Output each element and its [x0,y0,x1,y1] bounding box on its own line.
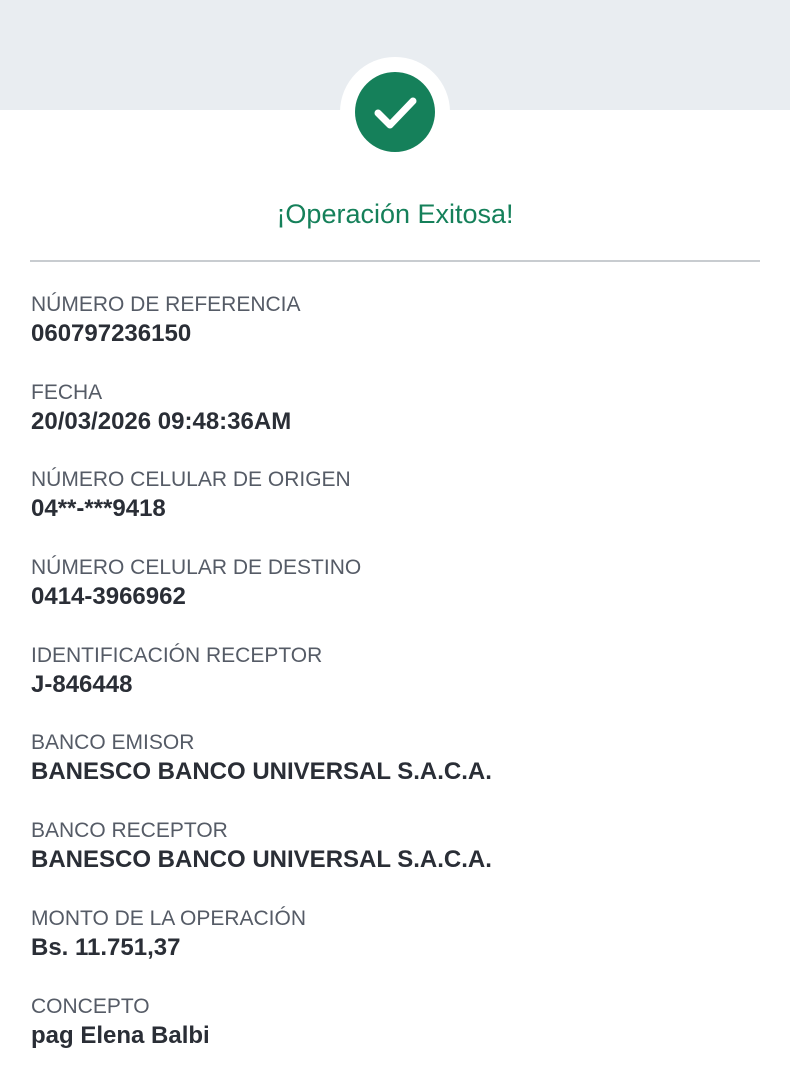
field-label: NÚMERO DE REFERENCIA [31,293,301,316]
field-value: BANESCO BANCO UNIVERSAL S.A.C.A. [31,846,492,874]
field-label: BANCO EMISOR [31,731,195,755]
field-origin-phone [31,466,771,554]
field-date [31,379,771,467]
field-reference-number [31,291,771,379]
field-label: IDENTIFICACIÓN RECEPTOR [31,643,323,667]
field-label: CONCEPTO [31,994,150,1018]
field-label: NÚMERO CELULAR DE DESTINO [31,556,362,580]
check-circle-icon [355,72,435,152]
field-label: FECHA [31,380,103,404]
receipt-details [31,291,771,1080]
field-value: pag Elena Balbi [31,1021,210,1049]
field-label: NÚMERO CELULAR DE ORIGEN [31,468,351,492]
field-amount [31,905,771,993]
field-issuing-bank [31,729,771,817]
checkmark-icon [355,72,435,152]
field-value: 0414-3966962 [31,583,186,611]
field-value: 20/03/2026 09:48:36AM [31,407,292,435]
field-receiving-bank [31,817,771,905]
field-value: Bs. 11.751,37 [31,933,181,961]
field-value: J-846448 [31,670,133,698]
field-value: 060797236150 [31,320,192,347]
field-receiver-id [31,642,771,730]
field-label: MONTO DE LA OPERACIÓN [31,906,306,930]
field-value: 04**-***9418 [31,495,166,523]
field-label: BANCO RECEPTOR [31,819,228,843]
field-destination-phone [31,554,771,642]
success-title: ¡Operación Exitosa! [276,199,514,229]
field-value: BANESCO BANCO UNIVERSAL S.A.C.A. [31,758,492,786]
header-divider [30,260,760,262]
field-concept [31,993,771,1080]
